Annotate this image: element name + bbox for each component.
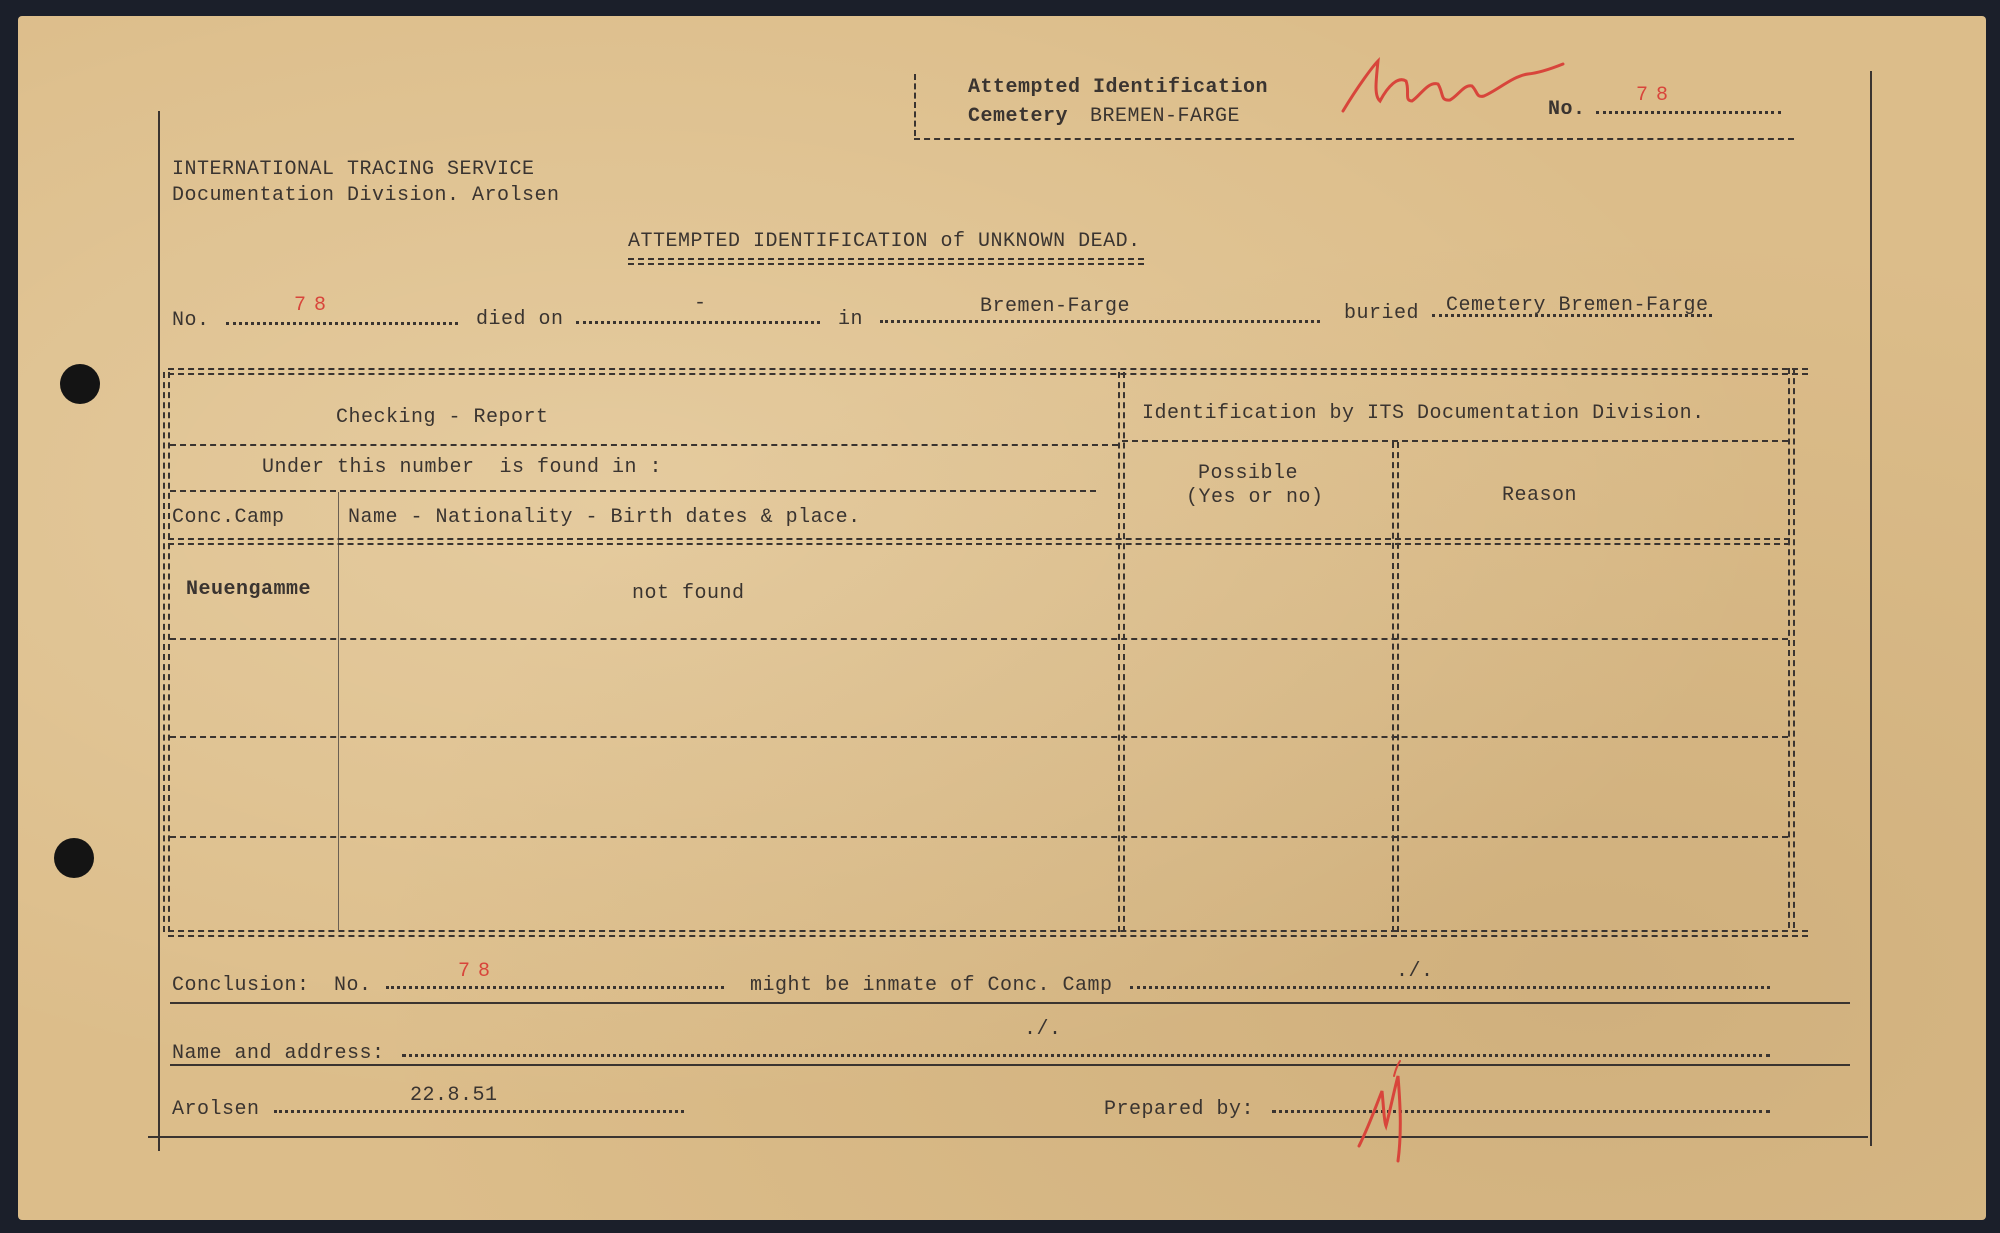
- table-left-border: [163, 372, 170, 932]
- conclusion-no-dots: [386, 986, 724, 989]
- table-row-sep1: [170, 638, 1788, 640]
- table-identification-header: Identification by ITS Documentation Division.: [1142, 402, 1705, 425]
- header-box-bottom: [914, 138, 1794, 140]
- form-title-underline: [628, 258, 1144, 265]
- punch-hole-bottom: [54, 838, 94, 878]
- footer-date-dots: [274, 1110, 684, 1113]
- name-address-value: ./.: [1024, 1018, 1062, 1041]
- name-address-label: Name and address:: [172, 1042, 385, 1065]
- header-cemetery-label: Cemetery: [968, 105, 1069, 128]
- table-section-divider: [1118, 372, 1125, 932]
- header-title-line1: Attempted Identification: [968, 76, 1269, 99]
- name-address-rule: [170, 1064, 1850, 1066]
- table-header-sep3: [168, 538, 1790, 545]
- table-camp-name-divider: [338, 492, 339, 930]
- header-no-label: No.: [1548, 98, 1586, 121]
- header-cemetery-value: BREMEN-FARGE: [1090, 105, 1241, 128]
- table-possible-reason-divider: [1392, 442, 1399, 932]
- record-buried-label: buried: [1344, 302, 1420, 325]
- table-checking-report: Checking - Report: [336, 406, 549, 429]
- table-row1-name: not found: [632, 582, 745, 605]
- table-col-possible-1: Possible: [1198, 462, 1299, 485]
- table-header-sep1b: [1122, 440, 1788, 442]
- table-bottom-border: [168, 930, 1808, 937]
- table-row1-camp: Neuengamme: [186, 578, 312, 601]
- conclusion-inmate-value: ./.: [1396, 960, 1434, 983]
- conclusion-label: Conclusion:: [172, 974, 310, 997]
- table-header-sep2: [170, 490, 1096, 492]
- table-under-number: Under this number is found in :: [262, 456, 663, 479]
- punch-hole-top: [60, 364, 100, 404]
- conclusion-rule: [170, 1002, 1850, 1004]
- name-address-dots: [402, 1054, 1770, 1057]
- record-in-label: in: [838, 308, 864, 331]
- handwritten-none-signature: [1338, 46, 1568, 126]
- org-line2: Documentation Division. Arolsen: [172, 184, 560, 207]
- footer-prepared-dots: [1272, 1110, 1770, 1113]
- prepared-by-initials: [1354, 1056, 1424, 1166]
- frame-right-line: [1870, 71, 1872, 1146]
- table-top-border: [168, 368, 1808, 375]
- org-line1: INTERNATIONAL TRACING SERVICE: [172, 158, 535, 181]
- conclusion-no-value: 78: [458, 960, 499, 983]
- header-box-left: [914, 74, 916, 136]
- footer-place-label: Arolsen: [172, 1098, 260, 1121]
- conclusion-inmate-label: might be inmate of Conc. Camp: [750, 974, 1113, 997]
- index-card: [18, 16, 1986, 1220]
- table-col-name: Name - Nationality - Birth dates & place.: [348, 506, 861, 529]
- table-row-sep3: [170, 836, 1788, 838]
- header-no-value: 78: [1636, 84, 1677, 107]
- frame-left-line: [158, 111, 160, 1151]
- record-died-dots: [576, 321, 820, 324]
- table-col-reason: Reason: [1502, 484, 1578, 507]
- record-buried-value: Cemetery Bremen-Farge: [1446, 294, 1709, 317]
- record-in-dots: [880, 320, 1320, 323]
- record-died-value: -: [694, 292, 707, 315]
- record-no-label: No.: [172, 309, 210, 332]
- frame-bottom-line: [148, 1136, 1868, 1138]
- footer-prepared-label: Prepared by:: [1104, 1098, 1255, 1121]
- table-right-border: [1788, 368, 1795, 928]
- table-col-camp: Conc.Camp: [172, 506, 285, 529]
- table-row-sep2: [170, 736, 1788, 738]
- record-in-value: Bremen-Farge: [980, 295, 1131, 318]
- record-no-value: 78: [294, 294, 335, 317]
- header-no-dots: [1596, 111, 1781, 114]
- footer-date-value: 22.8.51: [410, 1084, 498, 1107]
- conclusion-inmate-dots: [1130, 986, 1770, 989]
- table-header-sep1: [170, 444, 1118, 446]
- record-no-dots: [226, 322, 458, 325]
- form-title: ATTEMPTED IDENTIFICATION of UNKNOWN DEAD.: [628, 230, 1141, 253]
- record-died-label: died on: [476, 308, 564, 331]
- table-col-possible-2: (Yes or no): [1186, 486, 1324, 509]
- conclusion-no-label: No.: [334, 974, 372, 997]
